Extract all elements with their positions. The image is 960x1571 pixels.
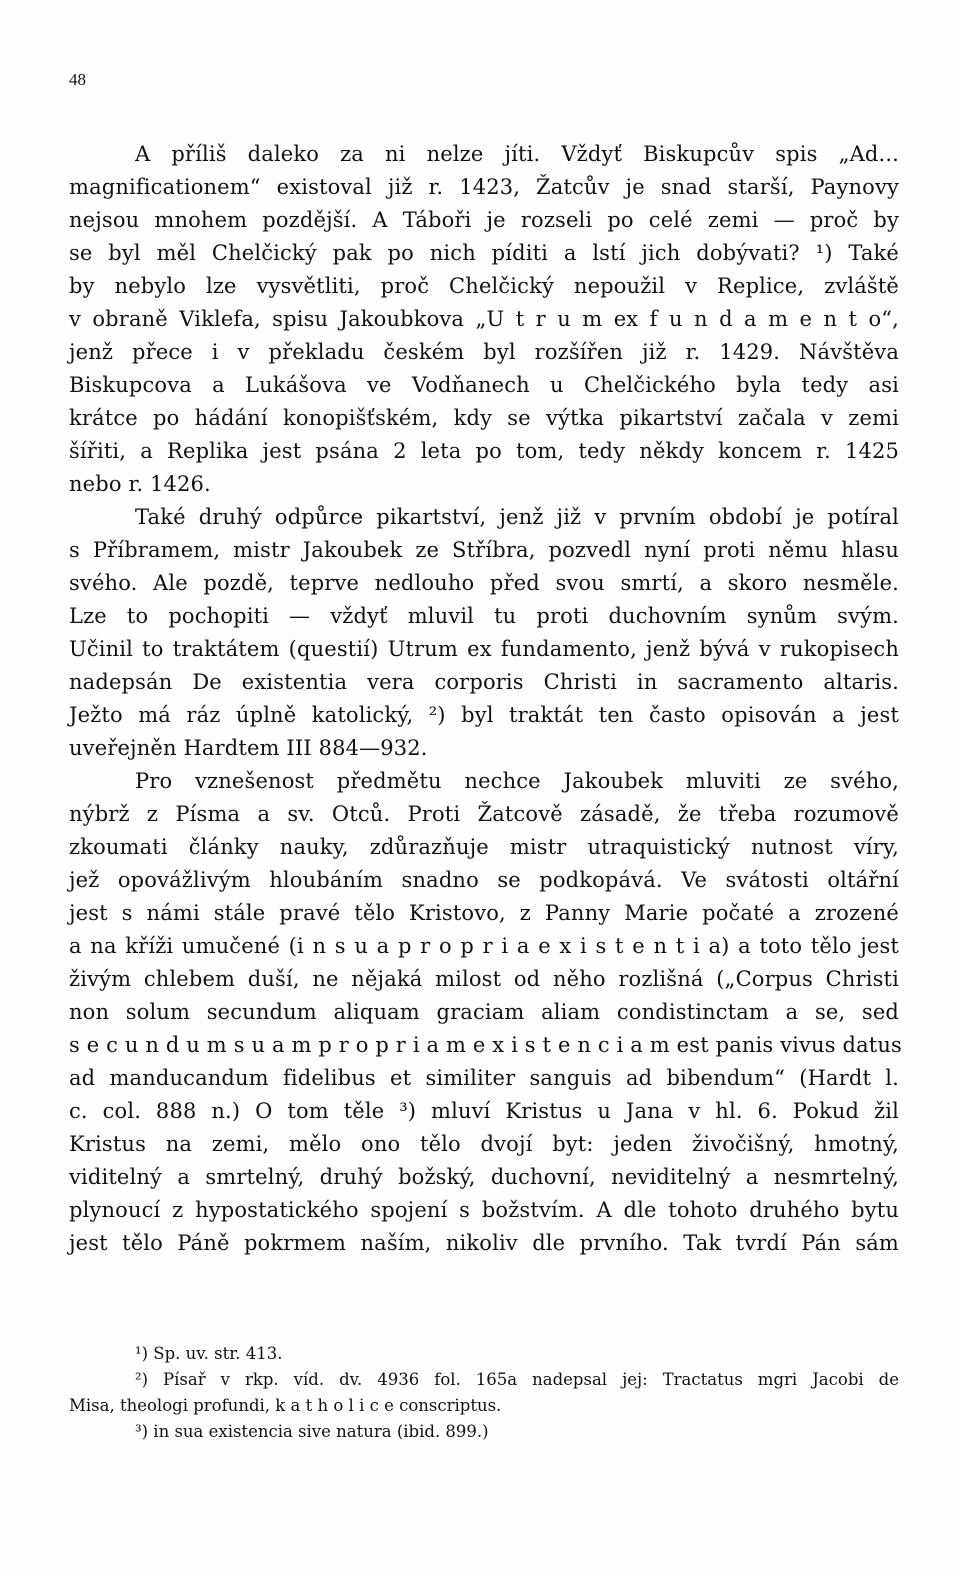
text-line: viditelný a smrtelný, druhý božský, duchovní, neviditelný a nesmrtelný, <box>69 1165 899 1189</box>
text-line: krátce po hádání konopišťském, kdy se výtka pikartství začala v zemi <box>69 406 899 430</box>
text-line: Lze to pochopiti — vždyť mluvil tu proti duchovním synům svým. <box>69 604 899 628</box>
text-line: šířiti, a Replika jest psána 2 leta po tom, tedy někdy koncem r. 1425 <box>69 439 899 463</box>
text-line: a na kříži umučené (i n s u a p r o p r i a e x i s t e n t i a) a toto tělo jest <box>69 934 899 958</box>
footnote-line: ¹) Sp. uv. str. 413. <box>135 1344 283 1363</box>
text-line: nýbrž z Písma a sv. Otců. Proti Žatcově zásadě, že třeba rozumově <box>69 802 899 826</box>
text-line: Pro vznešenost předmětu nechce Jakoubek mluviti ze svého, <box>135 769 899 793</box>
footnotes <box>69 1341 899 1445</box>
text-line: Ježto má ráz úplně katolický, ²) byl traktát ten často opisován a jest <box>69 703 899 727</box>
text-line: A příliš daleko za ni nelze jíti. Vždyť Biskupcův spis „Ad... <box>135 142 899 166</box>
paragraph <box>69 138 899 501</box>
page-number: 48 <box>69 70 86 89</box>
text-line: v obraně Viklefa, spisu Jakoubkova „U t r u m ex f u n d a m e n t o“, <box>69 307 899 331</box>
footnote-line: ³) in sua existencia sive natura (ibid. 899.) <box>135 1422 489 1441</box>
text-line: Také druhý odpůrce pikartství, jenž již v prvním období je potíral <box>135 505 899 529</box>
text-line: nadepsán De existentia vera corporis Christi in sacramento altaris. <box>69 670 899 694</box>
text-line: zkoumati články nauky, zdůrazňuje mistr utraquistický nutnost víry, <box>69 835 899 859</box>
footnote-line: ²) Písař v rkp. víd. dv. 4936 fol. 165a nadepsal jej: Tractatus mgri Jacobi de <box>135 1370 899 1389</box>
text-line: non solum secundum aliquam graciam aliam condistinctam a se, sed <box>69 1000 899 1024</box>
text-line: s e c u n d u m s u a m p r o p r i a m e x i s t e n c i a m est panis vivus datus <box>69 1033 902 1057</box>
text-line: nejsou mnohem pozdější. A Táboři je rozseli po celé zemi — proč by <box>69 208 899 232</box>
text-line: ad manducandum fidelibus et similiter sanguis ad bibendum“ (Hardt l. <box>69 1066 899 1090</box>
text-line: jenž přece i v překladu českém byl rozšířen již r. 1429. Návštěva <box>69 340 899 364</box>
text-line: svého. Ale pozdě, teprve nedlouho před svou smrtí, a skoro nesměle. <box>69 571 899 595</box>
text-line: plynoucí z hypostatického spojení s božstvím. A dle tohoto druhého bytu <box>69 1198 899 1222</box>
body-text <box>69 138 902 1260</box>
footnote-line: Misa, theologi profundi, k a t h o l i c e conscriptus. <box>69 1396 502 1415</box>
text-line: jest tělo Páně pokrmem naším, nikoliv dle prvního. Tak tvrdí Pán sám <box>69 1231 899 1255</box>
text-line: Biskupcova a Lukášova ve Vodňanech u Chelčického byla tedy asi <box>69 373 899 397</box>
footnote <box>69 1367 899 1419</box>
text-line: nebo r. 1426. <box>69 472 211 496</box>
text-line: jež opovážlivým hloubáním snadno se podkopává. Ve svátosti oltářní <box>69 868 899 892</box>
text-line: živým chlebem duší, ne nějaká milost od něho rozlišná („Corpus Christi <box>69 967 899 991</box>
text-line: Kristus na zemi, mělo ono tělo dvojí byt: jeden živočišný, hmotný, <box>69 1132 899 1156</box>
footnote <box>69 1419 899 1445</box>
paragraph <box>69 765 902 1260</box>
text-line: se byl měl Chelčický pak po nich píditi a lstí jich dobývati? ¹) Také <box>69 241 899 265</box>
text-line: by nebylo lze vysvětliti, proč Chelčický nepoužil v Replice, zvláště <box>69 274 899 298</box>
paragraph <box>69 501 899 765</box>
text-line: jest s námi stále pravé tělo Kristovo, z Panny Marie počaté a zrozené <box>69 901 899 925</box>
text-line: c. col. 888 n.) O tom těle ³) mluví Kristus u Jana v hl. 6. Pokud žil <box>69 1099 899 1123</box>
text-line: magnificationem“ existoval již r. 1423, Žatcův je snad starší, Paynovy <box>69 175 899 199</box>
text-line: Učinil to traktátem (questií) Utrum ex fundamento, jenž bývá v rukopisech <box>69 637 899 661</box>
footnote <box>69 1341 899 1367</box>
text-line: s Příbramem, mistr Jakoubek ze Stříbra, pozvedl nyní proti němu hlasu <box>69 538 899 562</box>
text-line: uveřejněn Hardtem III 884—932. <box>69 736 428 760</box>
